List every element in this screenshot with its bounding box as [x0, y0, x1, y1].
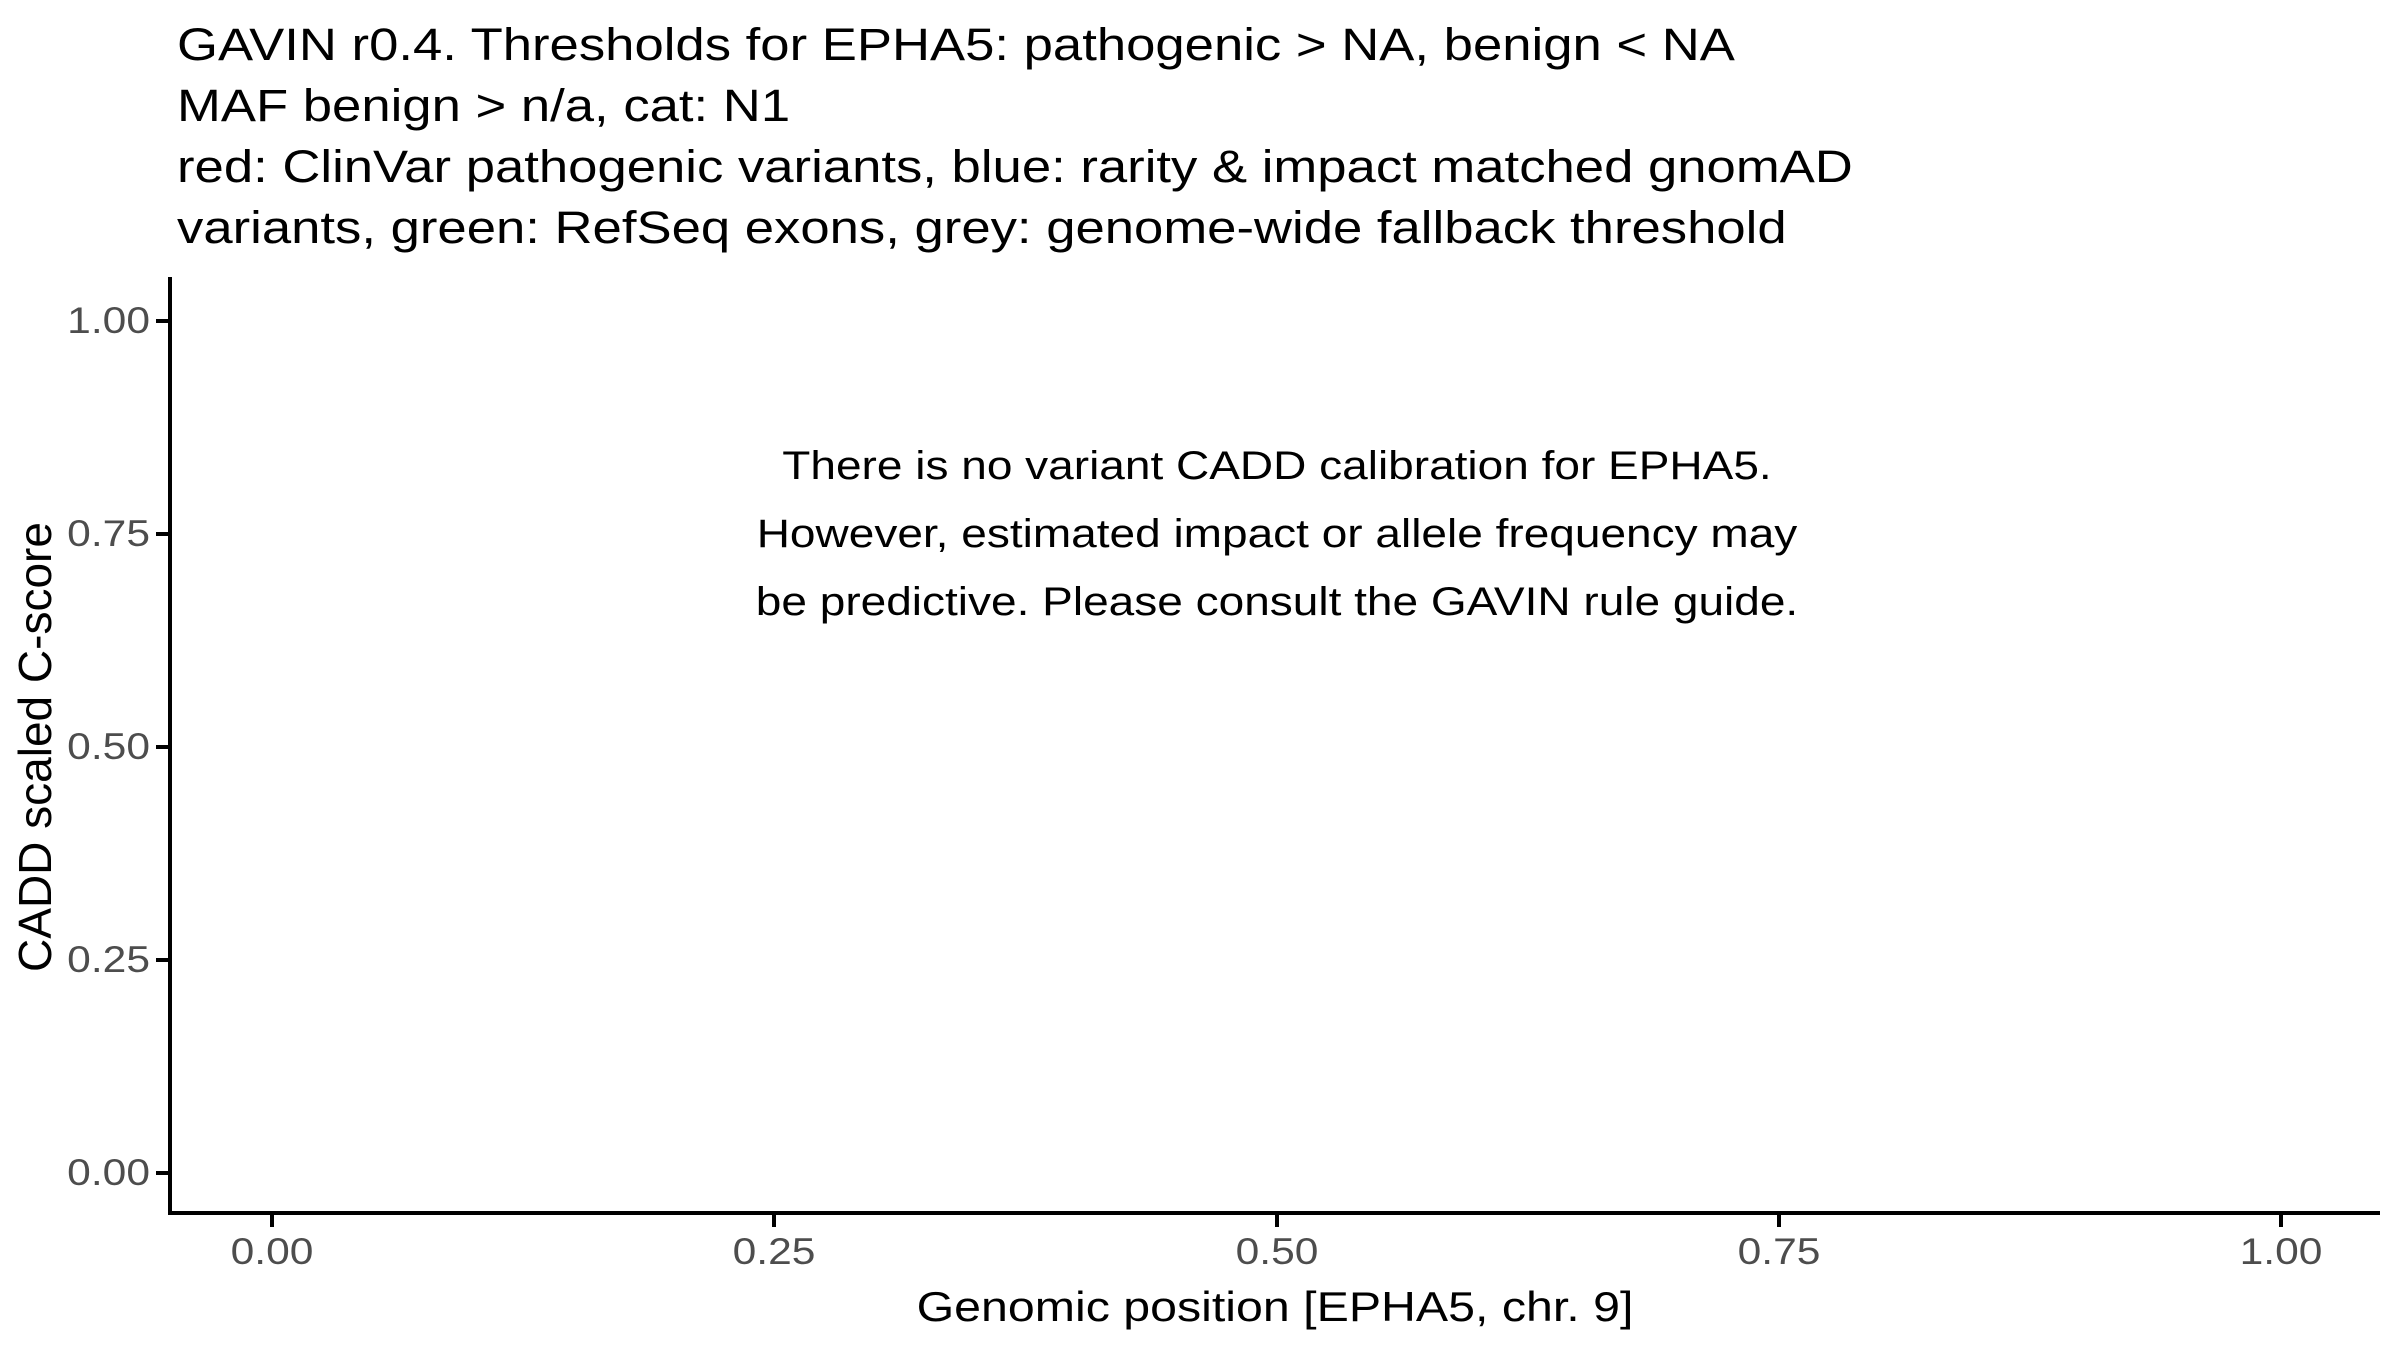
y-tick-label: 0.25 [67, 939, 150, 980]
x-tick-label: 0.50 [1235, 1231, 1318, 1272]
y-tick-mark [156, 1171, 168, 1175]
chart-title-line-4: variants, green: RefSeq exons, grey: genome-wide fallback threshold [177, 202, 1787, 253]
x-tick-label: 0.25 [732, 1231, 816, 1272]
chart-title-line-3: red: ClinVar pathogenic variants, blue: rarity & impact matched gnomAD [177, 141, 1853, 192]
y-tick-mark [156, 319, 168, 323]
y-tick-mark [156, 532, 168, 536]
x-tick-label: 0.00 [230, 1231, 314, 1272]
x-tick-label: 1.00 [2239, 1231, 2323, 1272]
y-tick-label: 1.00 [67, 300, 150, 341]
chart-title-line-1: GAVIN r0.4. Thresholds for EPHA5: pathogenic > NA, benign < NA [177, 19, 1735, 70]
x-tick-mark [1275, 1215, 1279, 1227]
annotation-line-1: There is no variant CADD calibration for EPHA5. [781, 444, 1772, 488]
y-tick-mark [156, 745, 168, 749]
y-tick-label: 0.50 [67, 726, 150, 767]
chart-title-line-2: MAF benign > n/a, cat: N1 [177, 80, 791, 131]
y-axis-title: CADD scaled C-score [9, 522, 61, 972]
annotation-line-3: be predictive. Please consult the GAVIN rule guide. [755, 580, 1798, 624]
x-axis-title: Genomic position [EPHA5, chr. 9] [916, 1283, 1634, 1330]
y-axis-line [168, 277, 172, 1215]
annotation-line-2: However, estimated impact or allele frequency may [756, 512, 1797, 556]
x-tick-mark [772, 1215, 776, 1227]
x-tick-mark [2279, 1215, 2283, 1227]
y-tick-label: 0.75 [67, 513, 150, 554]
x-tick-label: 0.75 [1737, 1231, 1821, 1272]
x-tick-mark [270, 1215, 274, 1227]
x-tick-mark [1777, 1215, 1781, 1227]
no-calibration-annotation [587, 432, 1967, 636]
chart-title [177, 14, 1853, 258]
y-tick-label: 0.00 [67, 1152, 150, 1193]
y-tick-mark [156, 958, 168, 962]
